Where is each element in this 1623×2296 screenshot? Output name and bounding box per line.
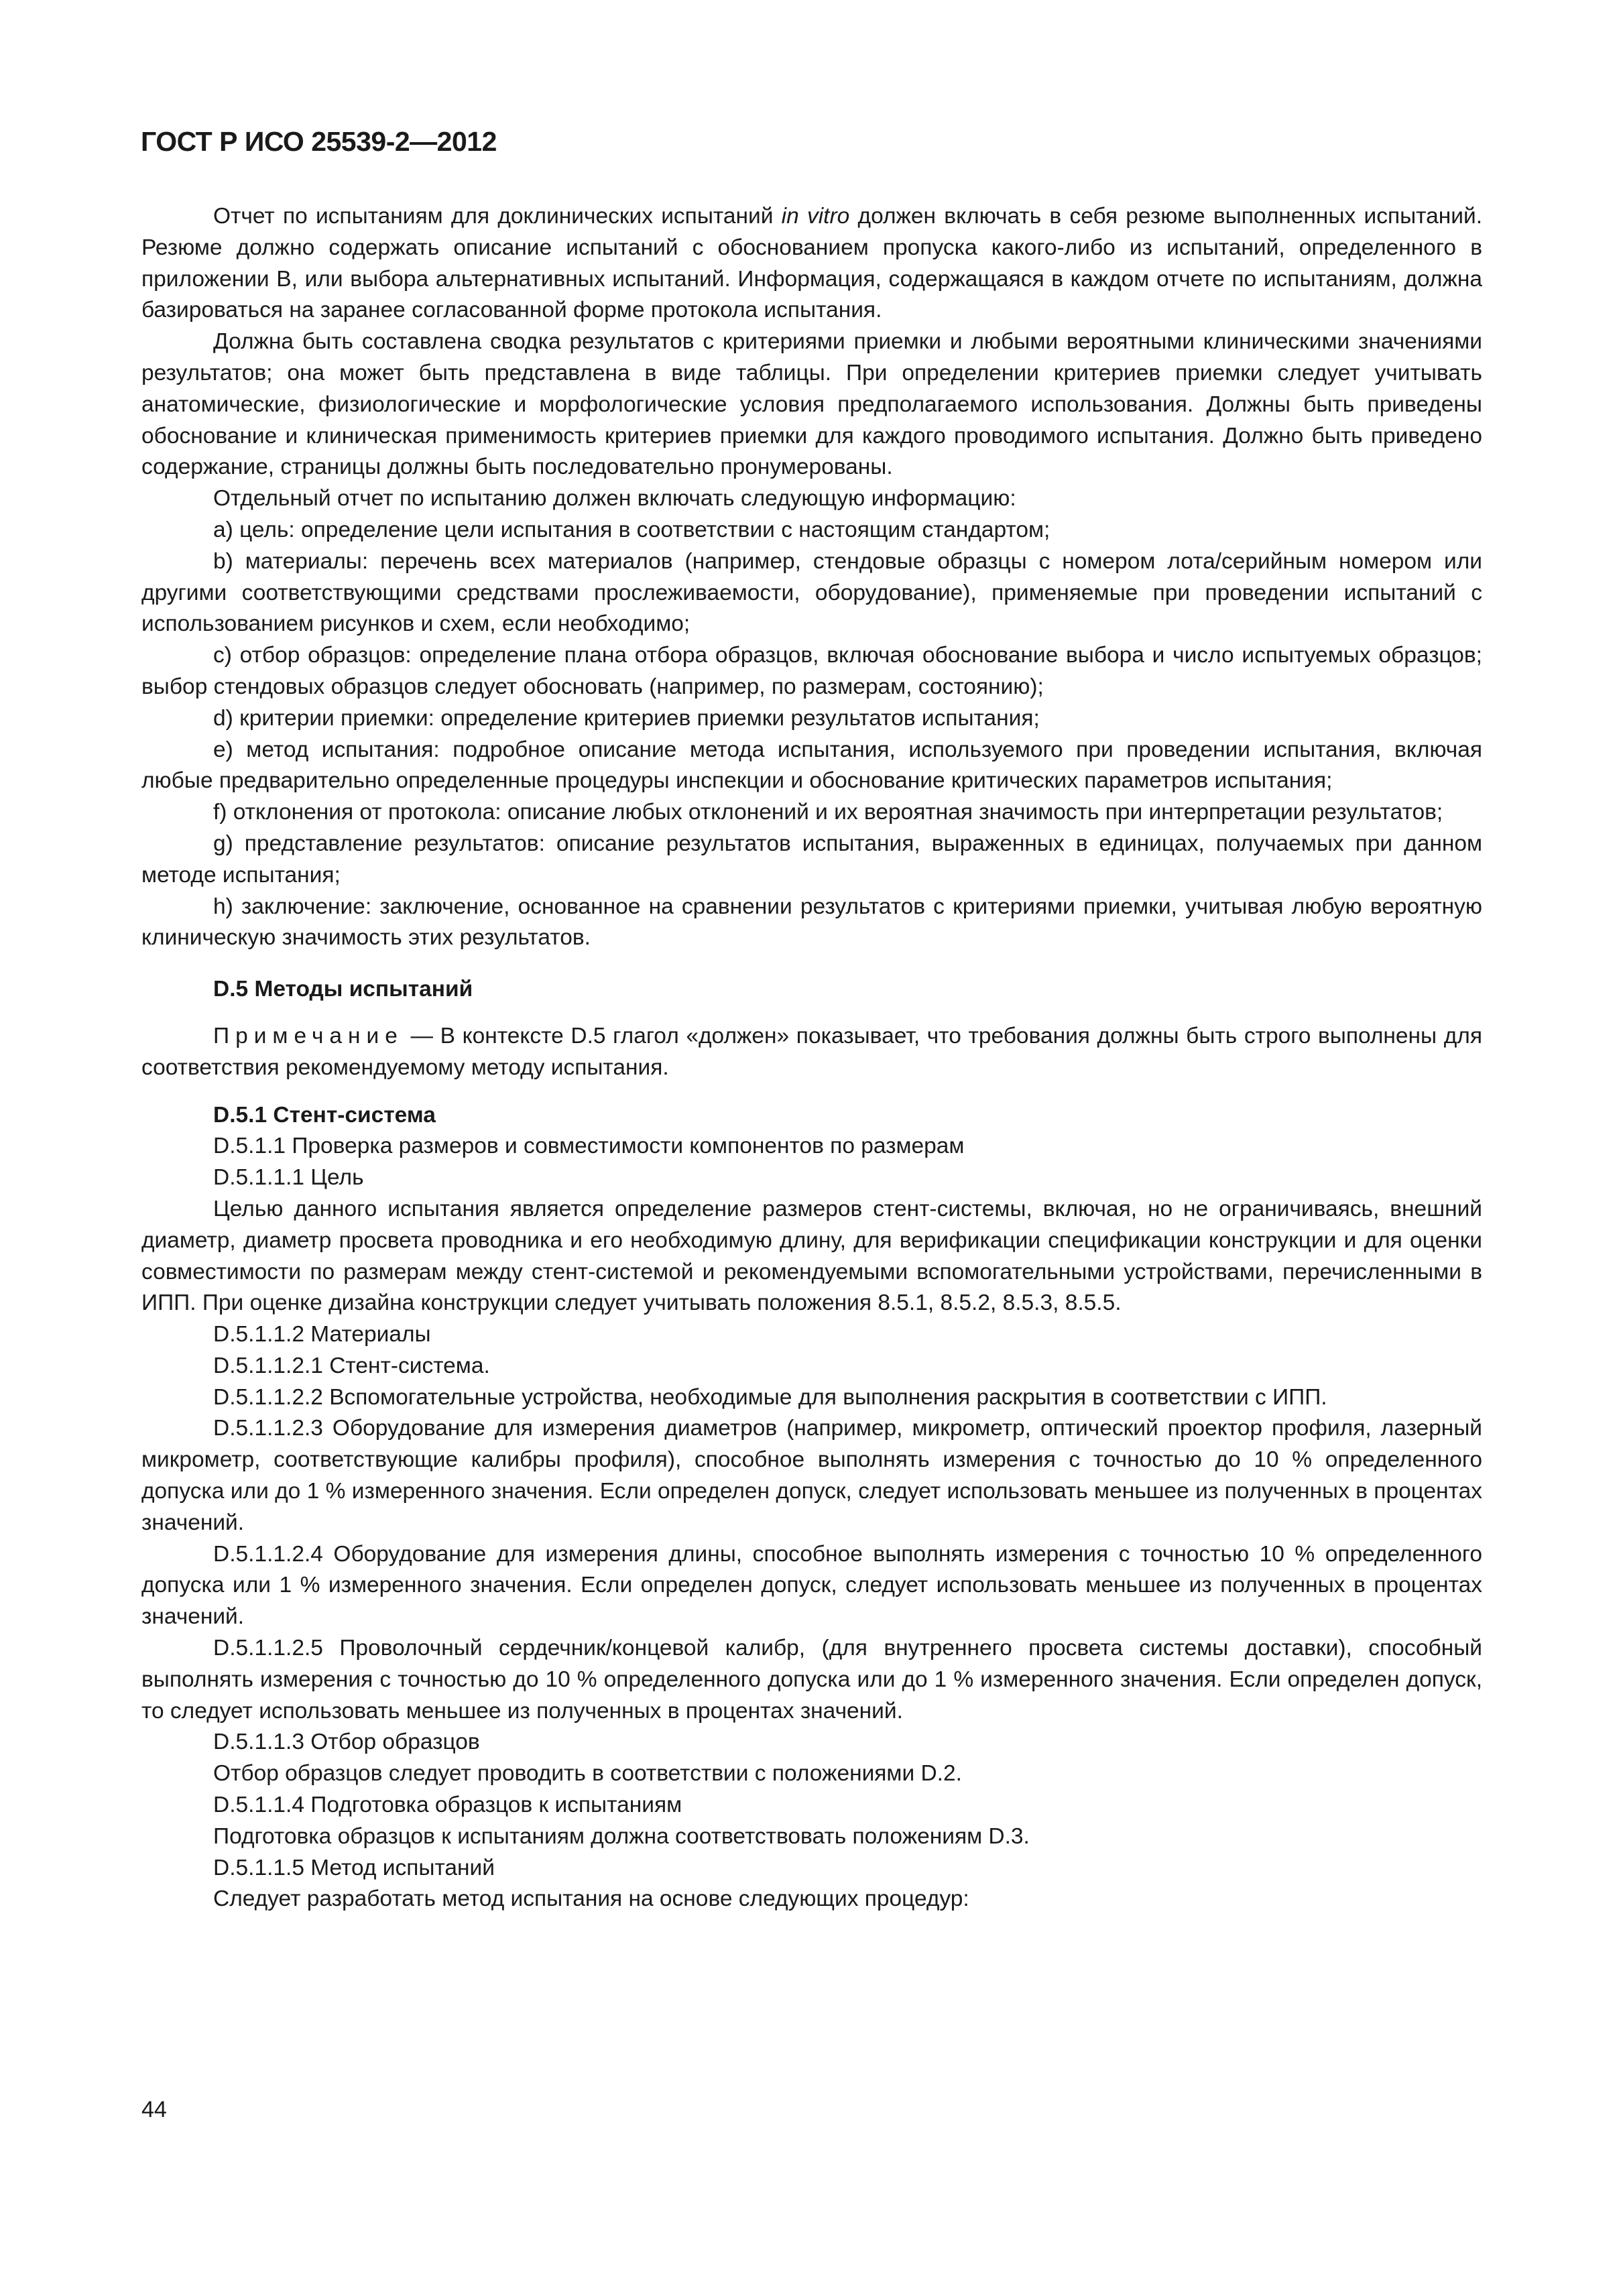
list-item-g: g) представление результатов: описание результатов испытания, выраженных в единицах, получаемых при данном методе испытания;: [141, 831, 1482, 888]
clause-d5-1-1-2-2: D.5.1.1.2.2 Вспомогательные устройства, необходимые для выполнения раскрытия в соответствии с ИПП.: [213, 1384, 1327, 1410]
list-item-d: d) критерии приемки: определение критериев приемки результатов испытания;: [213, 705, 1040, 731]
clause-d5-1-1-5: D.5.1.1.5 Метод испытаний: [213, 1855, 495, 1880]
clause-d5-1-1-2-4: D.5.1.1.2.4 Оборудование для измерения длины, способное выполнять измерения с точностью 10 % определенного допуска или 1 % измеренного значения. Если определен допуск, следует использовать меньшее из полученных в процентах значений.: [141, 1541, 1482, 1630]
paragraph-report-contents: Отдельный отчет по испытанию должен включать следующую информацию:: [213, 486, 1016, 511]
document-body: [141, 201, 1482, 1915]
clause-d5-1-1-5-text: Следует разработать метод испытания на основе следующих процедур:: [213, 1886, 969, 1912]
clause-d5-1-1-2-3: D.5.1.1.2.3 Оборудование для измерения диаметров (например, микрометр, оптический проектор профиля, лазерный микрометр, соответствующие калибры профиля), способное выполнять измерения с точностью до 10 % определенного допуска или до 1 % измеренного значения. Если определен допуск, следует использовать меньшее из полученных в процентах значений.: [141, 1416, 1482, 1535]
section-heading-d51: D.5.1 Стент-система: [213, 1102, 436, 1128]
clause-d5-1-1-4: D.5.1.1.4 Подготовка образцов к испытаниям: [213, 1793, 682, 1818]
list-item-c: с) отбор образцов: определение плана отбора образцов, включая обоснование выбора и число испытуемых образцов; выбор стендовых образцов следует обосновать (например, по размерам, состоянию);: [141, 643, 1482, 699]
list-item-a: а) цель: определение цели испытания в соответствии с настоящим стандартом;: [213, 517, 1050, 542]
list-item-e: е) метод испытания: подробное описание метода испытания, используемого при проведении испытания, включая любые предварительно определенные процедуры инспекции и обоснование критических параметров испытания;: [141, 737, 1482, 794]
note-text: — В контексте D.5 глагол «должен» показывает, что требования должны быть строго выполнены для соответствия рекомендуемому методу испытания.: [141, 1023, 1482, 1080]
section-heading-d5: D.5 Методы испытаний: [213, 977, 473, 1002]
italic-term: in vitro: [781, 204, 850, 229]
clause-d5-1-1-3: D.5.1.1.3 Отбор образцов: [213, 1730, 480, 1755]
list-item-h: h) заключение: заключение, основанное на сравнении результатов с критериями приемки, учитывая любую вероятную клиническую значимость этих результатов.: [141, 894, 1482, 951]
note-paragraph: [141, 1021, 1482, 1084]
standard-code-header: ГОСТ Р ИСО 25539-2—2012: [141, 126, 497, 157]
clause-d5-1-1-2-5: D.5.1.1.2.5 Проволочный сердечник/концевой калибр, (для внутреннего просвета системы доставки), способный выполнять измерения с точностью до 10 % определенного допуска или до 1 % измеренного значения. Если определен допуск, то следует использовать меньшее из полученных в процентах значений.: [141, 1636, 1482, 1724]
page-number: 44: [141, 2097, 167, 2122]
clause-d5-1-1-2-1: D.5.1.1.2.1 Стент-система.: [213, 1353, 490, 1378]
paragraph-test-report-summary: [141, 201, 1482, 326]
note-label: Примечание: [213, 1023, 404, 1048]
clause-d5-1-1-1: D.5.1.1.1 Цель: [213, 1165, 364, 1191]
clause-d5-1-1-2: D.5.1.1.2 Материалы: [213, 1322, 431, 1347]
clause-d5-1-1: D.5.1.1 Проверка размеров и совместимости компонентов по размерам: [213, 1134, 965, 1159]
text-run: Отчет по испытаниям для доклинических испытаний: [213, 204, 782, 229]
list-item-b: b) материалы: перечень всех материалов (например, стендовые образцы с номером лота/серийным номером или другими соответствующими средствами прослеживаемости, оборудование), применяемые при проведении испытаний с использованием рисунков и схем, если необходимо;: [141, 548, 1482, 637]
clause-d5-1-1-3-text: Отбор образцов следует проводить в соответствии с положениями D.2.: [213, 1761, 962, 1787]
list-item-f: f) отклонения от протокола: описание любых отклонений и их вероятная значимость при интерпретации результатов;: [213, 800, 1443, 825]
text-run: должен включать в себя резюме выполненных испытаний. Резюме должно содержать описание испытаний с обоснованием пропуска какого-либо из испытаний, определенного в приложении В, или выбора альтернативных испытаний. Информация, содержащаяся в каждом отчете по испытаниям, должна базироваться на заранее согласованной форме протокола испытания.: [141, 204, 1483, 323]
clause-d5-1-1-4-text: Подготовка образцов к испытаниям должна соответствовать положениям D.3.: [213, 1823, 1030, 1849]
clause-d5-1-1-1-text: Целью данного испытания является определение размеров стент-системы, включая, но не ограничиваясь, внешний диаметр, диаметр просвета проводника и его необходимую длину, для верификации спецификации конструкции и для оценки совместимости по размерам между стент-системой и рекомендуемыми вспомогательными устройствами, перечисленными в ИПП. При оценке дизайна конструкции следует учитывать положения 8.5.1, 8.5.2, 8.5.3, 8.5.5.: [141, 1196, 1482, 1316]
paragraph-results-summary: Должна быть составлена сводка результатов с критериями приемки и любыми вероятными клиническими значениями результатов; она может быть представлена в виде таблицы. При определении критериев приемки следует учитывать анатомические, физиологические и морфологические условия предполагаемого использования. Должны быть приведены обоснование и клиническая применимость критериев приемки для каждого проводимого испытания. Должно быть приведено содержание, страницы должны быть последовательно пронумерованы.: [141, 329, 1482, 480]
